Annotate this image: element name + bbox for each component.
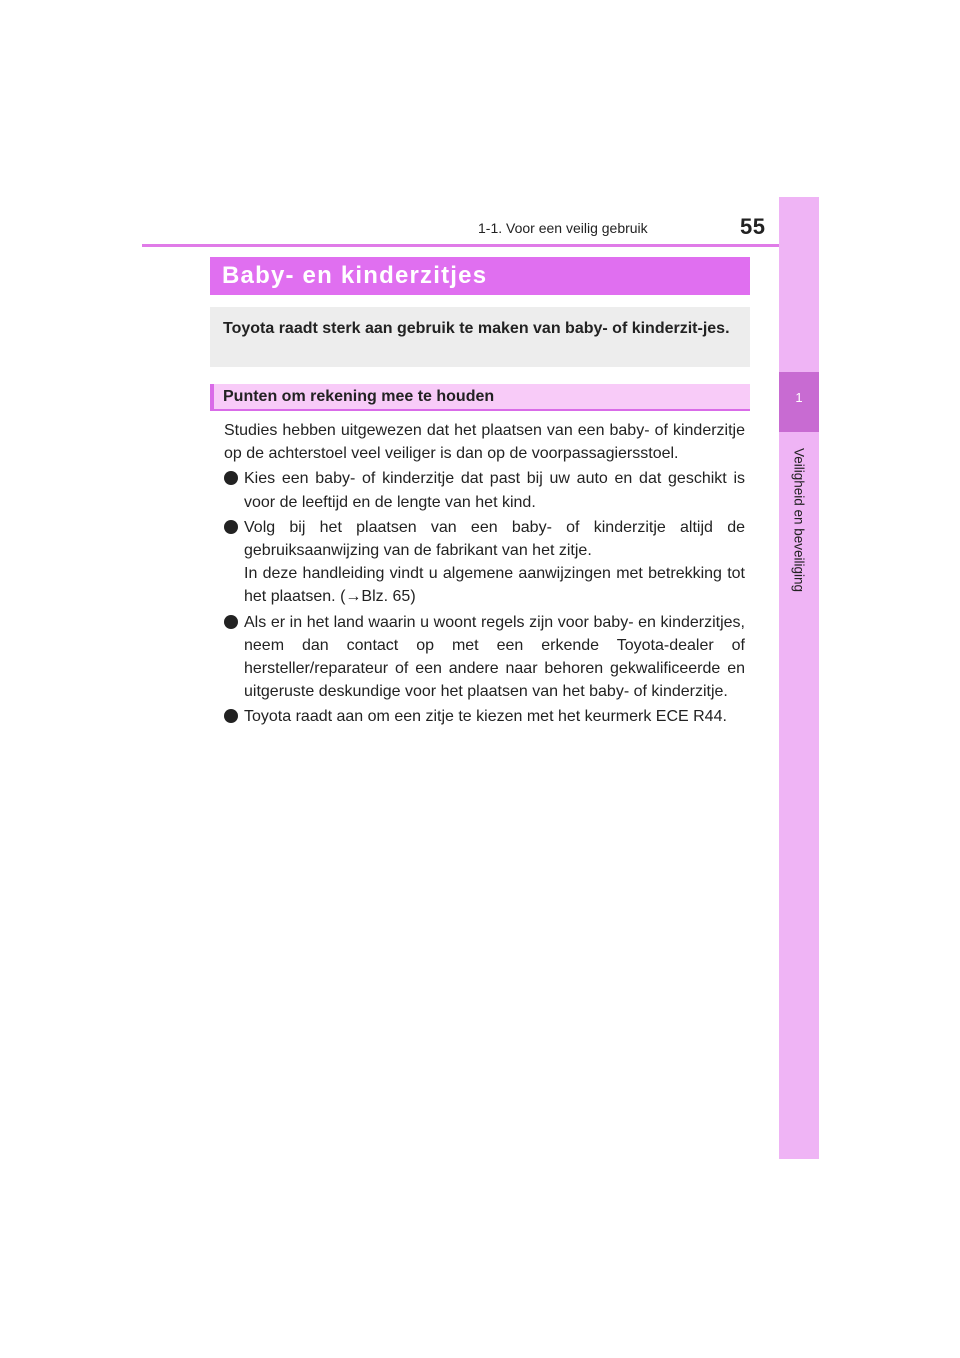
header-divider <box>142 244 818 247</box>
chapter-number: 1 <box>795 390 803 405</box>
list-item-text: Toyota raadt aan om een zitje te kiezen met het keurmerk ECE R44. <box>244 708 727 726</box>
intro-text: Toyota raadt sterk aan gebruik te maken van baby- of kinderzit-jes. <box>223 320 730 337</box>
subsection-title: Punten om rekening mee te houden <box>223 388 495 405</box>
subsection-header <box>210 384 750 411</box>
bullet-icon <box>224 520 238 534</box>
list-item <box>224 467 745 513</box>
list-item-text: Als er in het land waarin u woont regels zijn voor baby- en kinderzitjes, neem dan contact op met een erkende Toyota-dealer of hersteller/reparateur of een andere naar behoren gekwalificeerde en uitgeruste deskundige voor het plaatsen van het baby- of kinderzitje. <box>244 613 745 701</box>
list-item <box>224 516 745 609</box>
chapter-side-tab <box>779 197 819 1159</box>
page-title: Baby- en kinderzitjes <box>222 262 488 289</box>
list-item <box>224 611 745 704</box>
list-item-text-note: In deze handleiding vindt u algemene aanwijzingen met betrekking tot het plaatsen. (→Blz. 65) <box>244 565 745 606</box>
body-content <box>224 419 745 731</box>
list-item <box>224 705 745 728</box>
title-bar <box>210 257 750 295</box>
bullet-icon <box>224 471 238 485</box>
subsection-intro: Studies hebben uitgewezen dat het plaatsen van een baby- of kinderzitje op de achterstoel veel veiliger is dan op de voorpassagiersstoel. <box>224 422 745 463</box>
bullet-icon <box>224 709 238 723</box>
section-heading: 1-1. Voor een veilig gebruik <box>478 220 648 236</box>
intro-box <box>210 307 750 367</box>
chapter-label: Veiligheid en beveiliging <box>791 447 807 593</box>
bullet-icon <box>224 615 238 629</box>
list-item-text: Volg bij het plaatsen van een baby- of kinderzitje altijd de gebruiksaanwijzing van de fabrikant van het zitje. <box>244 518 745 560</box>
page-number: 55 <box>740 214 766 239</box>
list-item-text: Kies een baby- of kinderzitje dat past bij uw auto en dat geschikt is voor de leeftijd en de lengte van het kind. <box>244 470 745 511</box>
